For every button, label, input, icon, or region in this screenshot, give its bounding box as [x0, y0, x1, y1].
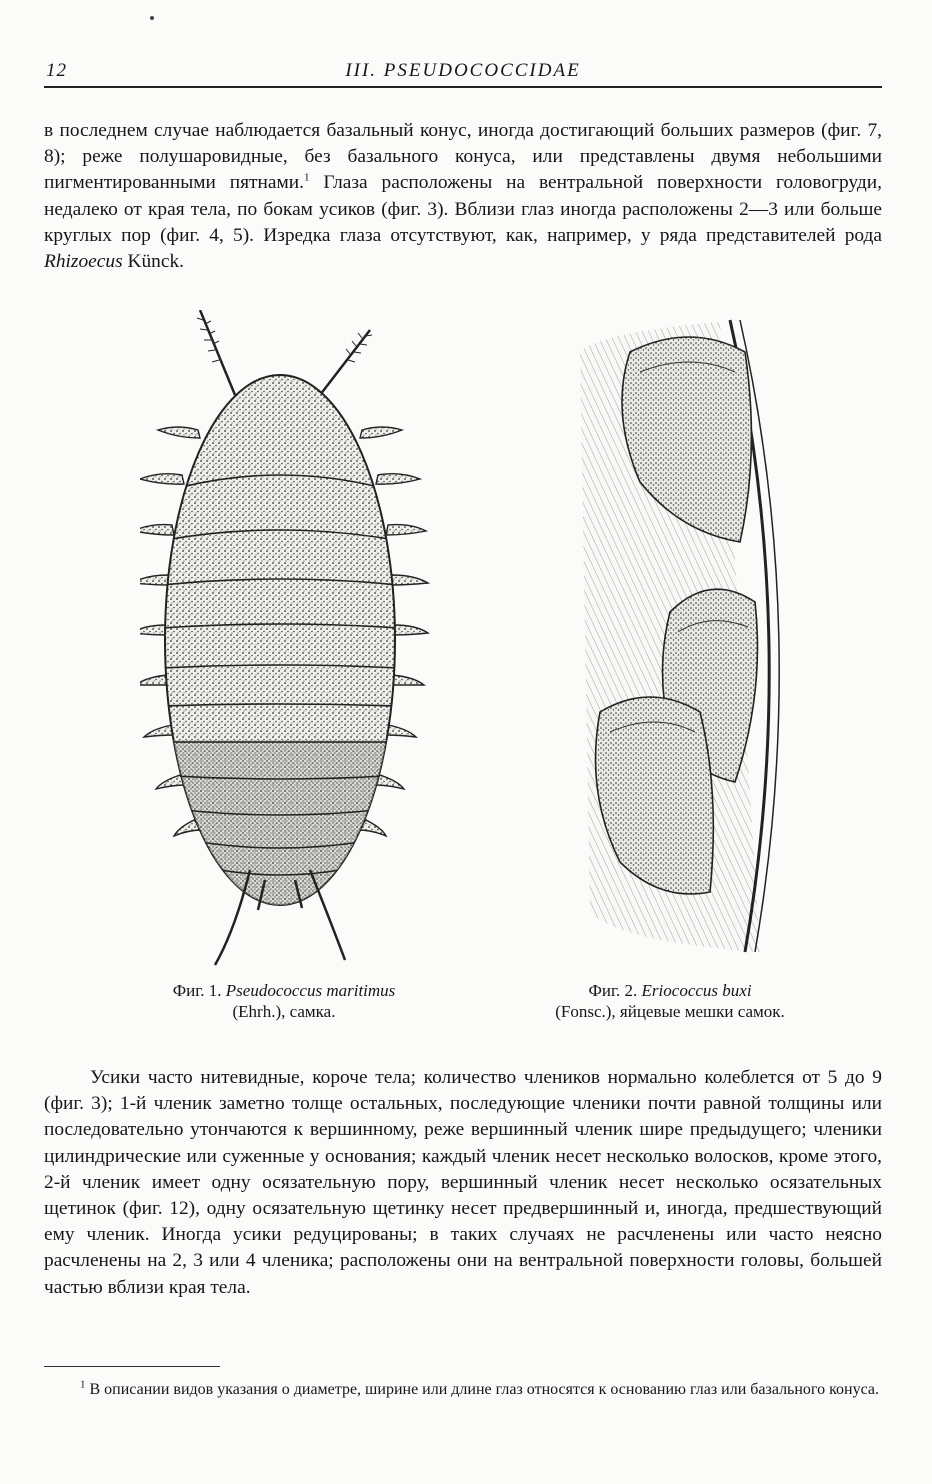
page-number: 12: [46, 60, 67, 81]
footnote-reference: 1: [304, 171, 310, 184]
paragraph-eyes: [44, 118, 882, 275]
footnote-divider: [44, 1366, 220, 1367]
paragraph-text: в последнем случае наблюдается базальный конус, иногда достигающий больших размеров (фиг. 7, 8); реже полушаровидные, без базального конуса, или представлены двумя небольшими пигментированными пятнами.: [44, 120, 882, 194]
caption-prefix: Фиг. 2.: [588, 981, 642, 1000]
paragraph-text: Глаза расположены на вентральной поверхности головогруди, недалеко от края тела, по бокам усиков (фиг. 3). Вблизи глаз иногда расположены 2—3 или больше круглых пор (фиг. 4, 5). Изредка глаза отсутствуют, как, например, у ряда представителей рода: [44, 172, 882, 246]
page-header: [44, 58, 882, 88]
figure-2-illustration: [560, 312, 810, 962]
figure-2-caption: [520, 980, 820, 1022]
caption-suffix: (Fonsc.), яйцевые мешки самок.: [555, 1002, 785, 1021]
footnote-marker: 1: [80, 1378, 86, 1391]
species-name: Pseudococcus maritimus: [225, 981, 396, 1000]
author-name: Künck.: [122, 251, 185, 273]
footnote-text: В описании видов указания о диаметре, ширине или длине глаз относятся к основанию глаз или базального конуса.: [85, 1381, 879, 1398]
running-title: III. PSEUDOCOCCIDAE: [345, 60, 581, 81]
caption-prefix: Фиг. 1.: [172, 981, 226, 1000]
figure-1-caption: [110, 980, 458, 1022]
footnote: [44, 1380, 882, 1400]
species-name: Eriococcus buxi: [641, 981, 752, 1000]
paragraph-antennae: Усики часто нитевидные, короче тела; количество члеников нормально колеблется от 5 до 9 (фиг. 3); 1-й членик заметно толще остальных, последующие членики почти равной толщины или последовательно утончаются к вершинному, реже вершинный членик шире предыдущего; членики цилиндрические или суженные у основания; каждый членик несет несколько волосков, кроме этого, 2-й членик имеет одну осязательную пору, вершинный членик несет несколько осязательных щетинок (фиг. 12), одну осязательную щетинку несет предвершинный и, иногда, предшествующий ему членик. Иногда усики редуцированы; в таких случаях не расчленены или часто неясно расчленены на 2, 3 или 4 членика; расположены они на вентральной поверхности головы, большей частью вблизи края тела.: [44, 1067, 882, 1298]
genus-name: Rhizoecus: [44, 251, 123, 273]
caption-suffix: (Ehrh.), самка.: [232, 1002, 336, 1021]
scan-speck: [150, 16, 154, 20]
figure-1-illustration: [140, 310, 430, 970]
